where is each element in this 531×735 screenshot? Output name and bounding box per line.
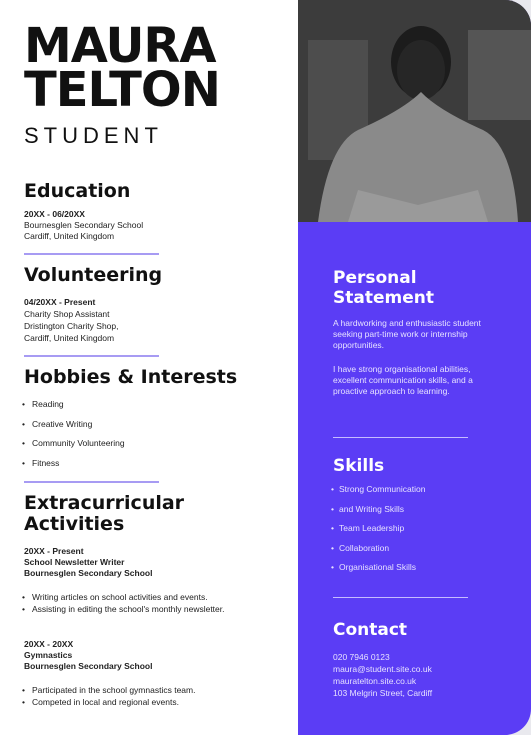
volunteering-role: Charity Shop Assistant [24,309,110,319]
contact-heading: Contact [333,620,408,640]
last-name: TELTON [24,62,220,118]
list-item: • Creative Writing [22,419,125,439]
section-divider [333,597,468,598]
contact-phone: 020 7946 0123 [333,652,390,662]
section-divider [24,355,159,357]
extracurricular-heading-line2: Activities [24,513,125,535]
activity-bullets [22,591,225,615]
list-item: • Reading [22,399,125,419]
candidate-name [24,18,220,118]
volunteering-org: Dristington Charity Shop, [24,321,119,331]
section-divider [24,253,159,255]
skills-heading: Skills [333,456,385,476]
personal-heading-line1: Personal [333,268,417,288]
contact-address: 103 Melgrin Street, Cardiff [333,688,433,698]
personal-statement-para1: A hardworking and enthusiastic student seeking part-time work or internship opportunities. [333,318,481,350]
volunteering-location: Cardiff, United Kingdom [24,333,115,343]
education-heading: Education [24,180,131,202]
list-item: • Assisting in editing the school's monthly newsletter. [22,603,225,615]
portrait-illustration [298,0,531,222]
list-item: • Organisational Skills [331,562,425,582]
list-item: • Strong Communication [331,484,425,504]
list-item-continuation: and Writing Skills [339,503,405,514]
activity-org: Bournesglen Secondary School [24,568,153,578]
list-item: • Collaboration [331,543,425,563]
hobbies-list [22,399,125,477]
candidate-role: STUDENT [24,123,163,148]
list-item: • Fitness [22,458,125,478]
personal-heading-line2: Statement [333,288,434,308]
activity-role: School Newsletter Writer [24,557,125,567]
extracurricular-heading [24,493,184,535]
list-item: • Writing articles on school activities and events. [22,591,225,603]
section-divider [333,437,468,438]
activity-dates: 20XX - 20XX [24,639,74,649]
activity-role: Gymnastics [24,650,73,660]
hobbies-heading: Hobbies & Interests [24,366,238,388]
first-name: MAURA [24,18,216,74]
education-school: Bournesglen Secondary School [24,220,144,230]
volunteering-dates: 04/20XX - Present [24,297,96,307]
contact-website: mauratelton.site.co.uk [333,676,417,686]
extracurricular-heading-line1: Extracurricular [24,492,185,514]
personal-statement-heading [333,268,434,308]
personal-statement-para2: I have strong organisational abilities, excellent communication skills, and a proactive approach to learning. [333,364,473,396]
portrait-photo [298,0,531,222]
list-item [331,504,425,524]
education-location: Cardiff, United Kingdom [24,231,115,241]
volunteering-heading: Volunteering [24,264,163,286]
contact-email: maura@student.site.co.uk [333,664,432,674]
activity-org: Bournesglen Secondary School [24,661,153,671]
list-item: • Competed in local and regional events. [22,696,195,708]
skills-list [331,484,425,582]
list-item: • Participated in the school gymnastics team. [22,684,195,696]
section-divider [24,481,159,483]
activity-bullets [22,684,195,708]
list-item: • Team Leadership [331,523,425,543]
education-dates: 20XX - 06/20XX [24,209,85,219]
activity-dates: 20XX - Present [24,546,84,556]
list-item: • Community Volunteering [22,438,125,458]
